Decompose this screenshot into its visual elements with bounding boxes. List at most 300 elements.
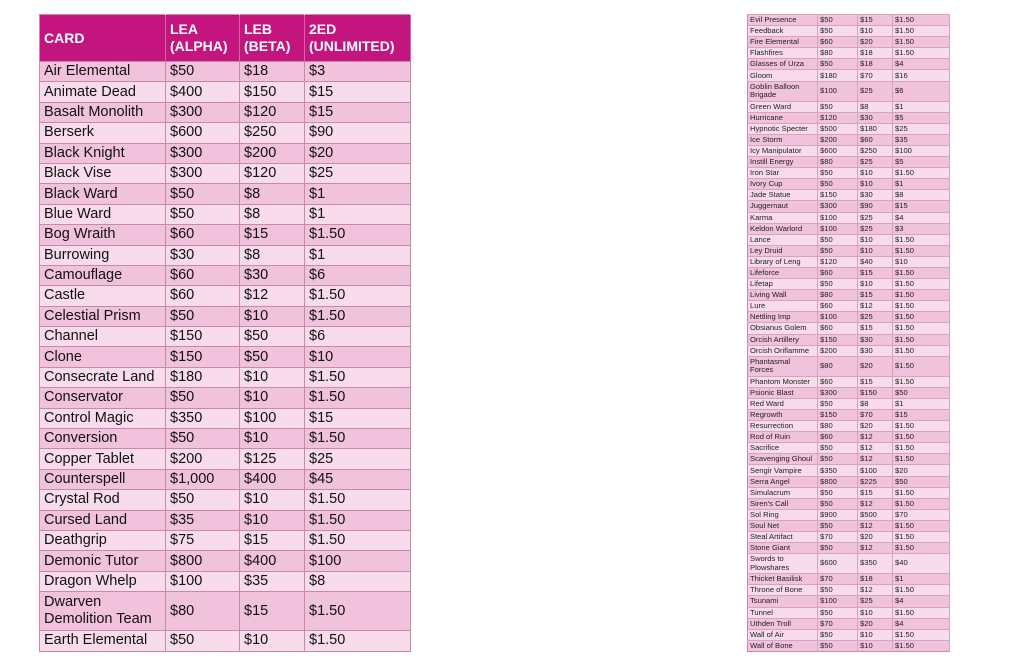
unlimited-price-cell: $1.50 — [305, 592, 411, 631]
card-name-cell: Ice Storm — [748, 134, 818, 145]
leb-price-cell: $60 — [858, 134, 893, 145]
table-row — [40, 631, 411, 651]
lea-price-cell: $800 — [818, 476, 858, 487]
unlimited-price-cell: $15 — [893, 410, 950, 421]
unlimited-price-cell: $40 — [893, 554, 950, 574]
table-row — [748, 345, 950, 356]
lea-price-cell: $800 — [166, 551, 240, 571]
unlimited-price-cell: $1 — [305, 204, 411, 224]
lea-price-cell: $300 — [818, 387, 858, 398]
leb-price-cell: $12 — [858, 454, 893, 465]
leb-price-cell: $15 — [240, 530, 305, 550]
unlimited-price-cell: $1 — [893, 574, 950, 585]
unlimited-price-cell: $5 — [893, 157, 950, 168]
unlimited-price-cell: $1.50 — [893, 37, 950, 48]
unlimited-price-cell: $1 — [893, 101, 950, 112]
card-name-cell: Icy Manipulator — [748, 145, 818, 156]
table-row — [748, 356, 950, 376]
lea-price-cell: $50 — [818, 15, 858, 26]
table-row — [748, 334, 950, 345]
table-row — [748, 532, 950, 543]
card-name-cell: Evil Presence — [748, 15, 818, 26]
unlimited-price-cell: $1.50 — [893, 168, 950, 179]
header-2ed: 2ED (UNLIMITED) — [305, 15, 411, 62]
lea-price-cell: $80 — [818, 48, 858, 59]
lea-price-cell: $50 — [818, 629, 858, 640]
table-header-row — [40, 15, 411, 62]
lea-price-cell: $50 — [818, 487, 858, 498]
leb-price-cell: $50 — [240, 347, 305, 367]
lea-price-cell: $600 — [818, 554, 858, 574]
table-row — [748, 476, 950, 487]
lea-price-cell: $300 — [166, 143, 240, 163]
unlimited-price-cell: $1.50 — [893, 487, 950, 498]
unlimited-price-cell: $1.50 — [305, 388, 411, 408]
table-row — [40, 408, 411, 428]
card-name-cell: Throne of Bone — [748, 585, 818, 596]
unlimited-price-cell: $25 — [893, 123, 950, 134]
card-name-cell: Lance — [748, 234, 818, 245]
table-row — [40, 530, 411, 550]
lea-price-cell: $50 — [166, 306, 240, 326]
table-row — [748, 301, 950, 312]
card-name-cell: Animate Dead — [40, 82, 166, 102]
leb-price-cell: $50 — [240, 327, 305, 347]
lea-price-cell: $50 — [818, 26, 858, 37]
leb-price-cell: $20 — [858, 356, 893, 376]
card-name-cell: Goblin Balloon Brigade — [748, 81, 818, 101]
table-row — [748, 223, 950, 234]
lea-price-cell: $50 — [818, 179, 858, 190]
unlimited-price-cell: $6 — [893, 81, 950, 101]
lea-price-cell: $60 — [818, 376, 858, 387]
table-row — [40, 551, 411, 571]
lea-price-cell: $70 — [818, 532, 858, 543]
unlimited-price-cell: $1.50 — [893, 234, 950, 245]
unlimited-price-cell: $1.50 — [893, 585, 950, 596]
lea-price-cell: $50 — [166, 62, 240, 82]
table-row — [748, 487, 950, 498]
lea-price-cell: $60 — [818, 37, 858, 48]
table-row — [40, 123, 411, 143]
card-name-cell: Lure — [748, 301, 818, 312]
card-name-cell: Karma — [748, 212, 818, 223]
table-row — [40, 204, 411, 224]
card-name-cell: Orcish Oriflamme — [748, 345, 818, 356]
card-name-cell: Rod of Ruin — [748, 432, 818, 443]
card-name-cell: Cursed Land — [40, 510, 166, 530]
leb-price-cell: $12 — [858, 585, 893, 596]
leb-price-cell: $30 — [858, 334, 893, 345]
unlimited-price-cell: $1.50 — [893, 245, 950, 256]
unlimited-price-cell: $1.50 — [893, 323, 950, 334]
lea-price-cell: $50 — [166, 204, 240, 224]
lea-price-cell: $200 — [818, 345, 858, 356]
leb-price-cell: $125 — [240, 449, 305, 469]
lea-price-cell: $50 — [818, 640, 858, 651]
table-row — [40, 571, 411, 591]
leb-price-cell: $10 — [240, 490, 305, 510]
card-name-cell: Channel — [40, 327, 166, 347]
table-row — [40, 306, 411, 326]
leb-price-cell: $10 — [858, 168, 893, 179]
table-row — [40, 163, 411, 183]
unlimited-price-cell: $1.50 — [305, 367, 411, 387]
card-name-cell: Psionic Blast — [748, 387, 818, 398]
unlimited-price-cell: $1.50 — [893, 640, 950, 651]
leb-price-cell: $12 — [858, 432, 893, 443]
table-row — [748, 112, 950, 123]
card-name-cell: Siren's Call — [748, 498, 818, 509]
leb-price-cell: $10 — [858, 234, 893, 245]
leb-price-cell: $20 — [858, 532, 893, 543]
leb-price-cell: $10 — [858, 629, 893, 640]
card-name-cell: Flashfires — [748, 48, 818, 59]
card-name-cell: Phantasmal Forces — [748, 356, 818, 376]
lea-price-cell: $80 — [818, 421, 858, 432]
unlimited-price-cell: $1.50 — [893, 334, 950, 345]
unlimited-price-cell: $50 — [893, 387, 950, 398]
unlimited-price-cell: $70 — [893, 509, 950, 520]
table-row — [748, 454, 950, 465]
card-name-cell: Conservator — [40, 388, 166, 408]
unlimited-price-cell: $1.50 — [893, 498, 950, 509]
leb-price-cell: $20 — [858, 37, 893, 48]
card-name-cell: Nettling Imp — [748, 312, 818, 323]
card-name-cell: Wall of Air — [748, 629, 818, 640]
card-name-cell: Fire Elemental — [748, 37, 818, 48]
unlimited-price-cell: $20 — [305, 143, 411, 163]
lea-price-cell: $150 — [818, 410, 858, 421]
lea-price-cell: $50 — [818, 454, 858, 465]
lea-price-cell: $150 — [166, 327, 240, 347]
lea-price-cell: $50 — [818, 168, 858, 179]
lea-price-cell: $400 — [166, 82, 240, 102]
table-row — [40, 347, 411, 367]
unlimited-price-cell: $45 — [305, 469, 411, 489]
leb-price-cell: $10 — [240, 367, 305, 387]
leb-price-cell: $10 — [858, 245, 893, 256]
table-row — [40, 429, 411, 449]
unlimited-price-cell: $1.50 — [893, 26, 950, 37]
table-row — [748, 574, 950, 585]
card-name-cell: Counterspell — [40, 469, 166, 489]
card-name-cell: Crystal Rod — [40, 490, 166, 510]
leb-price-cell: $15 — [858, 376, 893, 387]
card-name-cell: Instill Energy — [748, 157, 818, 168]
unlimited-price-cell: $1.50 — [305, 286, 411, 306]
table-row — [40, 449, 411, 469]
leb-price-cell: $400 — [240, 551, 305, 571]
lea-price-cell: $50 — [166, 388, 240, 408]
lea-price-cell: $50 — [818, 443, 858, 454]
unlimited-price-cell: $15 — [305, 408, 411, 428]
table-row — [40, 62, 411, 82]
table-row — [748, 376, 950, 387]
card-name-cell: Keldon Warlord — [748, 223, 818, 234]
unlimited-price-cell: $1.50 — [305, 429, 411, 449]
unlimited-price-cell: $1.50 — [893, 532, 950, 543]
leb-price-cell: $12 — [240, 286, 305, 306]
leb-price-cell: $200 — [240, 143, 305, 163]
lea-price-cell: $50 — [166, 184, 240, 204]
leb-price-cell: $30 — [858, 112, 893, 123]
unlimited-price-cell: $8 — [305, 571, 411, 591]
table-row — [40, 367, 411, 387]
card-name-cell: Consecrate Land — [40, 367, 166, 387]
unlimited-price-cell: $1 — [893, 179, 950, 190]
leb-price-cell: $18 — [858, 574, 893, 585]
leb-price-cell: $180 — [858, 123, 893, 134]
lea-price-cell: $900 — [818, 509, 858, 520]
table-row — [748, 629, 950, 640]
leb-price-cell: $30 — [240, 265, 305, 285]
leb-price-cell: $25 — [858, 212, 893, 223]
table-row — [40, 490, 411, 510]
leb-price-cell: $20 — [858, 618, 893, 629]
card-name-cell: Basalt Monolith — [40, 102, 166, 122]
unlimited-price-cell: $100 — [305, 551, 411, 571]
lea-price-cell: $180 — [166, 367, 240, 387]
leb-price-cell: $15 — [858, 487, 893, 498]
table-row — [748, 509, 950, 520]
leb-price-cell: $400 — [240, 469, 305, 489]
lea-price-cell: $60 — [818, 432, 858, 443]
card-name-cell: Sacrifice — [748, 443, 818, 454]
card-name-cell: Camouflage — [40, 265, 166, 285]
unlimited-price-cell: $1.50 — [893, 356, 950, 376]
unlimited-price-cell: $1 — [305, 184, 411, 204]
unlimited-price-cell: $1.50 — [893, 520, 950, 531]
leb-price-cell: $30 — [858, 190, 893, 201]
card-name-cell: Ivory Cup — [748, 179, 818, 190]
leb-price-cell: $18 — [858, 59, 893, 70]
card-name-cell: Lifetap — [748, 279, 818, 290]
lea-price-cell: $100 — [818, 596, 858, 607]
lea-price-cell: $300 — [818, 201, 858, 212]
table-row — [748, 59, 950, 70]
unlimited-price-cell: $1.50 — [893, 15, 950, 26]
table-row — [748, 279, 950, 290]
card-name-cell: Castle — [40, 286, 166, 306]
table-row — [40, 102, 411, 122]
lea-price-cell: $50 — [818, 607, 858, 618]
table-row — [748, 234, 950, 245]
leb-price-cell: $12 — [858, 301, 893, 312]
lea-price-cell: $1,000 — [166, 469, 240, 489]
card-name-cell: Copper Tablet — [40, 449, 166, 469]
card-name-cell: Simulacrum — [748, 487, 818, 498]
leb-price-cell: $8 — [858, 398, 893, 409]
table-row — [748, 443, 950, 454]
card-name-cell: Hypnotic Specter — [748, 123, 818, 134]
table-row — [40, 388, 411, 408]
leb-price-cell: $18 — [858, 48, 893, 59]
table-row — [748, 640, 950, 651]
lea-price-cell: $60 — [166, 265, 240, 285]
table-row — [748, 585, 950, 596]
lea-price-cell: $50 — [818, 101, 858, 112]
table-row — [748, 465, 950, 476]
leb-price-cell: $40 — [858, 256, 893, 267]
card-name-cell: Tunnel — [748, 607, 818, 618]
leb-price-cell: $250 — [240, 123, 305, 143]
card-name-cell: Steal Artifact — [748, 532, 818, 543]
unlimited-price-cell: $1.50 — [893, 48, 950, 59]
card-name-cell: Swords to Plowshares — [748, 554, 818, 574]
table-row — [748, 81, 950, 101]
card-name-cell: Demonic Tutor — [40, 551, 166, 571]
lea-price-cell: $150 — [166, 347, 240, 367]
table-row — [748, 168, 950, 179]
lea-price-cell: $50 — [818, 59, 858, 70]
card-name-cell: Stone Giant — [748, 543, 818, 554]
header-card: CARD — [40, 15, 166, 62]
card-name-cell: Dwarven Demolition Team — [40, 592, 166, 631]
leb-price-cell: $8 — [858, 101, 893, 112]
unlimited-price-cell: $1.50 — [893, 607, 950, 618]
leb-price-cell: $15 — [858, 15, 893, 26]
card-name-cell: Black Knight — [40, 143, 166, 163]
leb-price-cell: $90 — [858, 201, 893, 212]
leb-price-cell: $100 — [858, 465, 893, 476]
lea-price-cell: $35 — [166, 510, 240, 530]
table-row — [40, 82, 411, 102]
unlimited-price-cell: $1.50 — [893, 543, 950, 554]
unlimited-price-cell: $1.50 — [893, 290, 950, 301]
leb-price-cell: $10 — [240, 306, 305, 326]
table-row — [748, 48, 950, 59]
card-name-cell: Living Wall — [748, 290, 818, 301]
card-name-cell: Orcish Artillery — [748, 334, 818, 345]
lea-price-cell: $70 — [818, 574, 858, 585]
lea-price-cell: $80 — [818, 157, 858, 168]
unlimited-price-cell: $1.50 — [893, 432, 950, 443]
card-name-cell: Blue Ward — [40, 204, 166, 224]
leb-price-cell: $10 — [240, 388, 305, 408]
leb-price-cell: $8 — [240, 184, 305, 204]
card-name-cell: Sol Ring — [748, 509, 818, 520]
unlimited-price-cell: $3 — [305, 62, 411, 82]
leb-price-cell: $15 — [240, 592, 305, 631]
card-name-cell: Uthden Troll — [748, 618, 818, 629]
card-name-cell: Phantom Monster — [748, 376, 818, 387]
unlimited-price-cell: $20 — [893, 465, 950, 476]
card-name-cell: Tsunami — [748, 596, 818, 607]
unlimited-price-cell: $1.50 — [893, 443, 950, 454]
leb-price-cell: $15 — [858, 290, 893, 301]
table-row — [748, 70, 950, 81]
table-row — [40, 225, 411, 245]
card-name-cell: Thicket Basilisk — [748, 574, 818, 585]
unlimited-price-cell: $1 — [305, 245, 411, 265]
unlimited-price-cell: $1.50 — [305, 530, 411, 550]
table-row — [748, 520, 950, 531]
table-row — [748, 157, 950, 168]
leb-price-cell: $35 — [240, 571, 305, 591]
unlimited-price-cell: $4 — [893, 618, 950, 629]
unlimited-price-cell: $6 — [305, 265, 411, 285]
leb-price-cell: $500 — [858, 509, 893, 520]
card-name-cell: Gloom — [748, 70, 818, 81]
card-name-cell: Ley Druid — [748, 245, 818, 256]
table-row — [40, 265, 411, 285]
card-name-cell: Juggernaut — [748, 201, 818, 212]
table-row — [748, 190, 950, 201]
card-name-cell: Red Ward — [748, 398, 818, 409]
header-lea: LEA (ALPHA) — [166, 15, 240, 62]
unlimited-price-cell: $4 — [893, 59, 950, 70]
card-name-cell: Black Ward — [40, 184, 166, 204]
card-name-cell: Feedback — [748, 26, 818, 37]
table-row — [748, 26, 950, 37]
leb-price-cell: $10 — [240, 510, 305, 530]
table-row — [748, 312, 950, 323]
leb-price-cell: $10 — [858, 179, 893, 190]
table-row — [748, 387, 950, 398]
leb-price-cell: $150 — [240, 82, 305, 102]
table-row — [748, 134, 950, 145]
table-row — [748, 432, 950, 443]
lea-price-cell: $600 — [818, 145, 858, 156]
table-row — [748, 398, 950, 409]
unlimited-price-cell: $1.50 — [893, 301, 950, 312]
lea-price-cell: $350 — [166, 408, 240, 428]
table-row — [748, 596, 950, 607]
card-name-cell: Wall of Bone — [748, 640, 818, 651]
card-name-cell: Library of Leng — [748, 256, 818, 267]
unlimited-price-cell: $1.50 — [893, 629, 950, 640]
table-row — [748, 410, 950, 421]
table-row — [40, 286, 411, 306]
card-name-cell: Sengir Vampire — [748, 465, 818, 476]
lea-price-cell: $200 — [818, 134, 858, 145]
unlimited-price-cell: $1.50 — [305, 631, 411, 651]
card-name-cell: Deathgrip — [40, 530, 166, 550]
card-name-cell: Air Elemental — [40, 62, 166, 82]
unlimited-price-cell: $100 — [893, 145, 950, 156]
lea-price-cell: $80 — [818, 356, 858, 376]
table-row — [748, 123, 950, 134]
card-name-cell: Soul Net — [748, 520, 818, 531]
table-row — [40, 245, 411, 265]
card-name-cell: Regrowth — [748, 410, 818, 421]
unlimited-price-cell: $1.50 — [305, 225, 411, 245]
unlimited-price-cell: $1.50 — [893, 267, 950, 278]
unlimited-price-cell: $25 — [305, 163, 411, 183]
leb-price-cell: $30 — [858, 345, 893, 356]
card-name-cell: Celestial Prism — [40, 306, 166, 326]
card-name-cell: Jade Statue — [748, 190, 818, 201]
table-row — [748, 607, 950, 618]
leb-price-cell: $100 — [240, 408, 305, 428]
leb-price-cell: $10 — [858, 279, 893, 290]
card-name-cell: Black Vise — [40, 163, 166, 183]
leb-price-cell: $25 — [858, 223, 893, 234]
card-name-cell: Lifeforce — [748, 267, 818, 278]
table-row — [748, 290, 950, 301]
table-row — [748, 212, 950, 223]
lea-price-cell: $180 — [818, 70, 858, 81]
card-name-cell: Bog Wraith — [40, 225, 166, 245]
lea-price-cell: $100 — [166, 571, 240, 591]
leb-price-cell: $12 — [858, 443, 893, 454]
lea-price-cell: $30 — [166, 245, 240, 265]
leb-price-cell: $25 — [858, 312, 893, 323]
lea-price-cell: $500 — [818, 123, 858, 134]
leb-price-cell: $20 — [858, 421, 893, 432]
table-row — [748, 245, 950, 256]
